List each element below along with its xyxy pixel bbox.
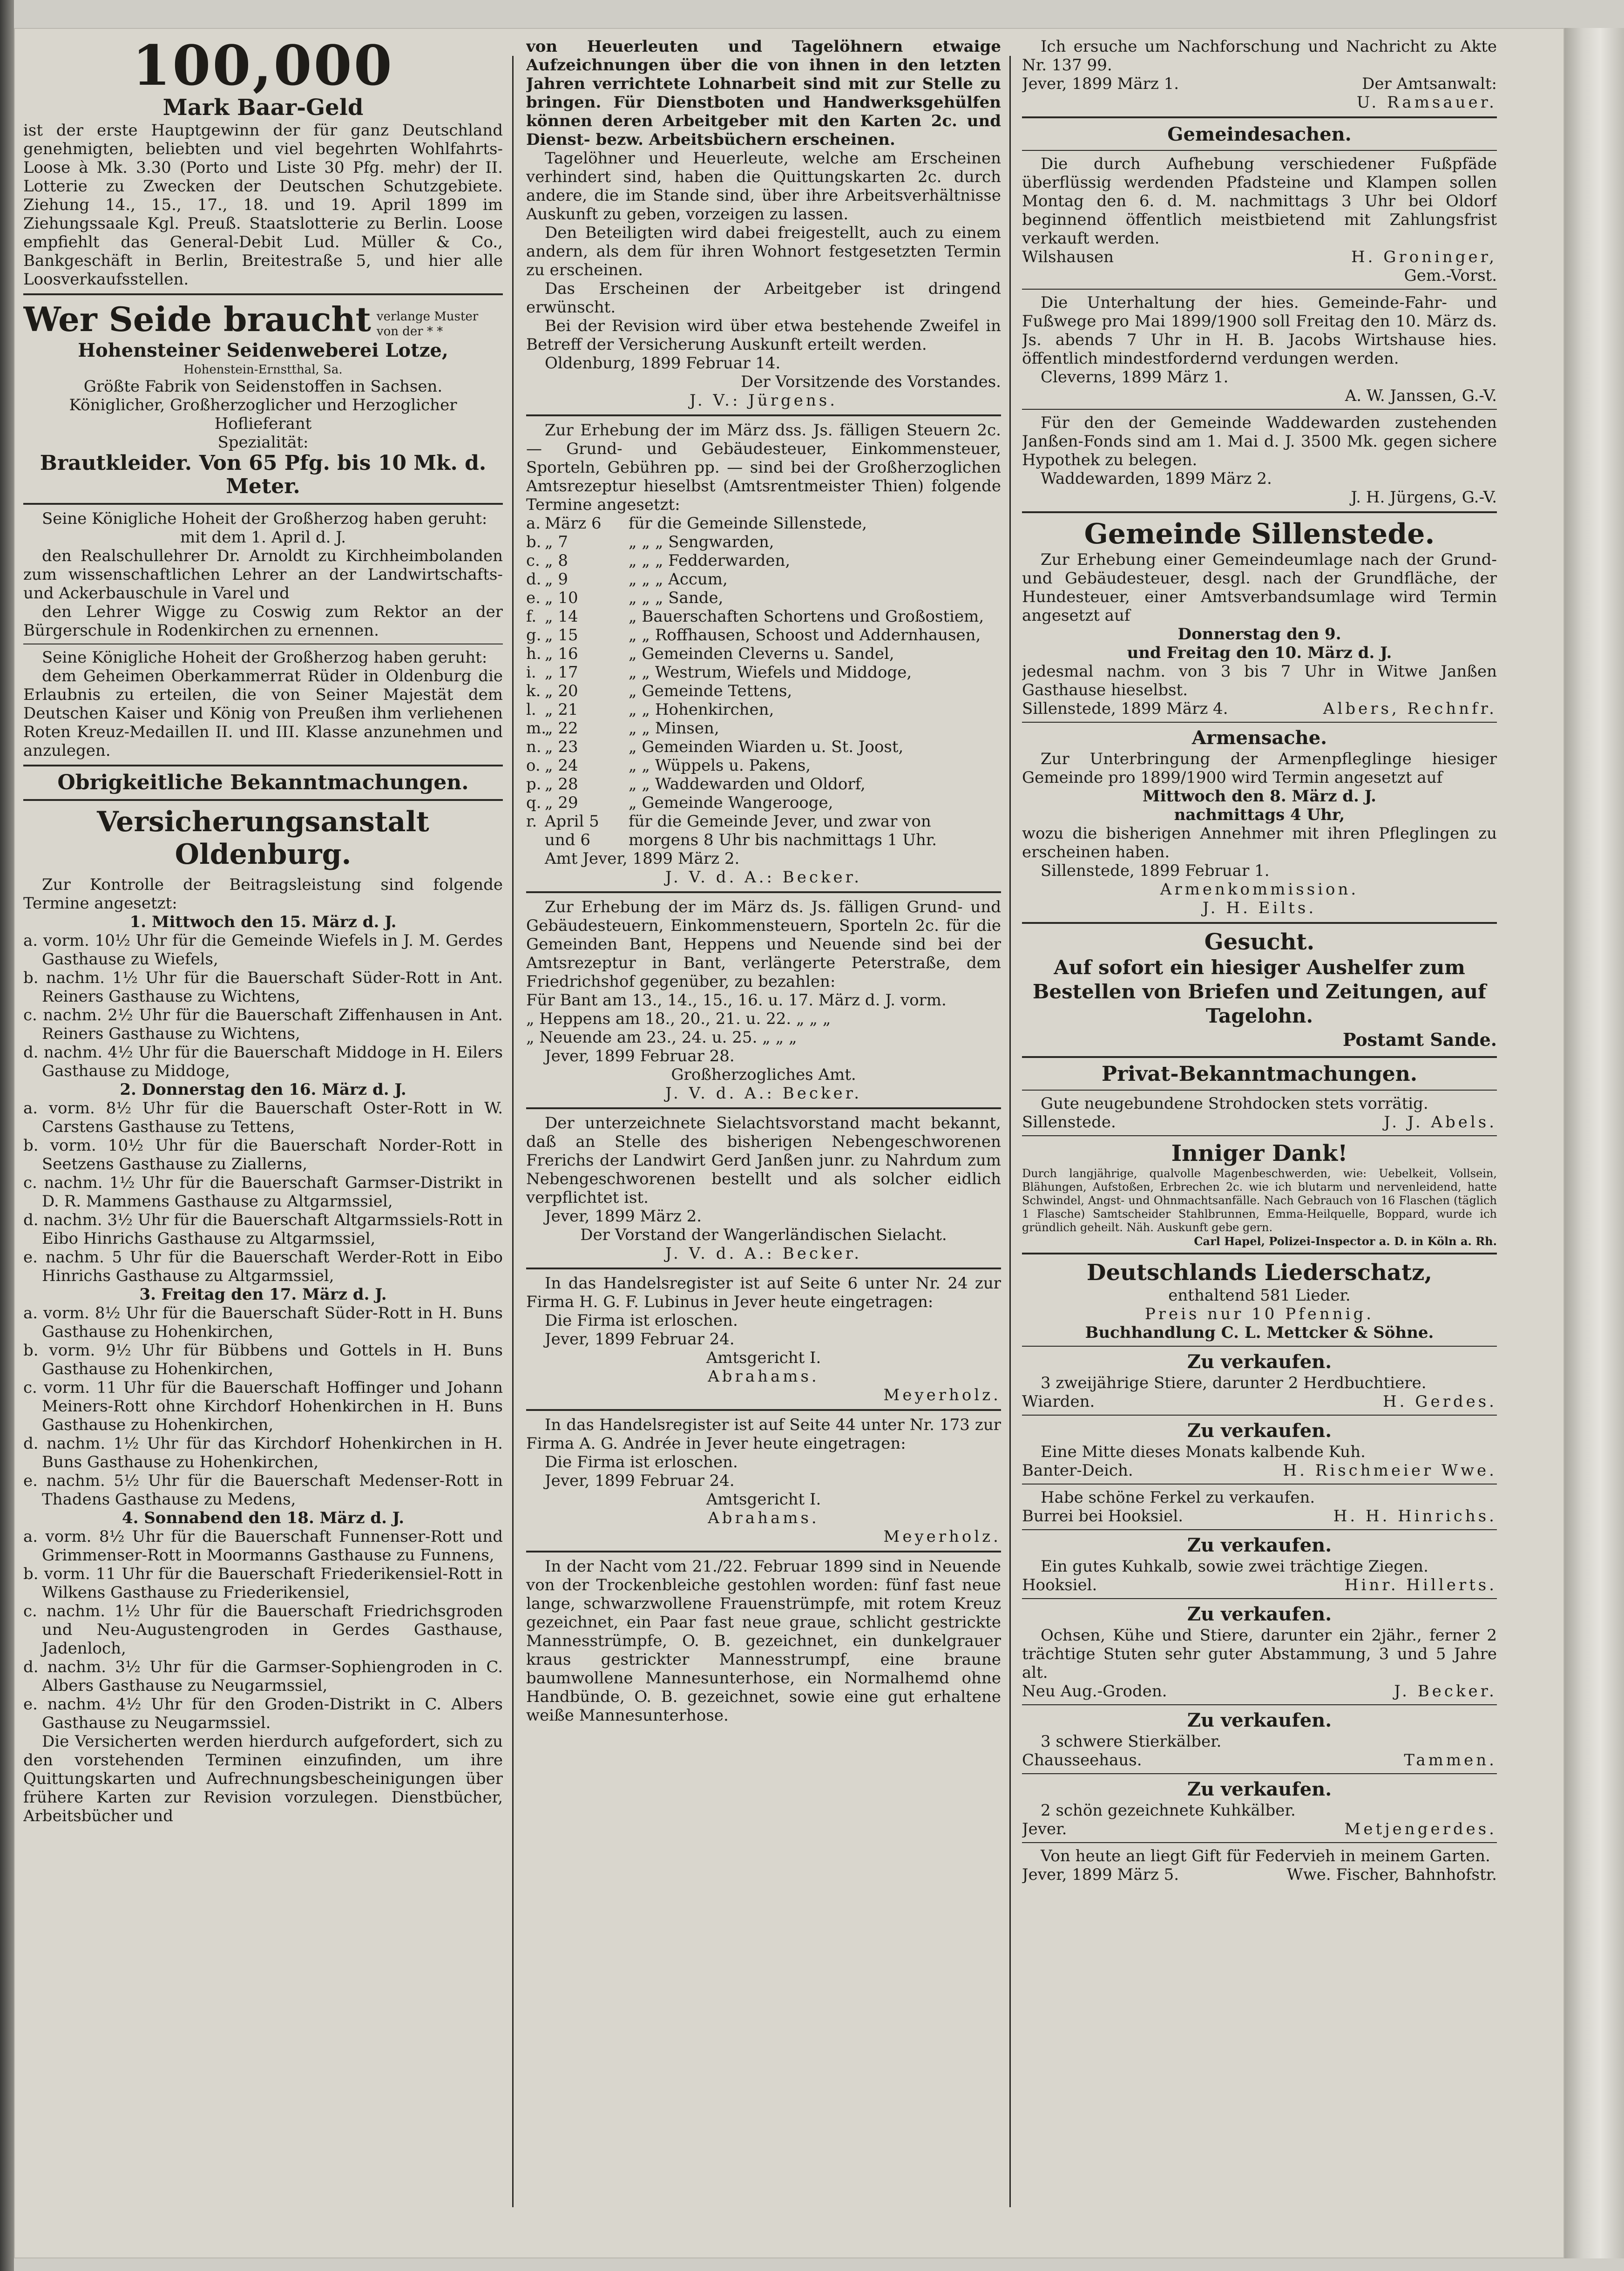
tax-text: „ „ Hohenkirchen, (629, 700, 774, 719)
tax-row (526, 551, 1001, 570)
vers-intro: Zur Kontrolle der Beitragsleistung sind folgende Termine angesetzt: (23, 875, 503, 913)
gem2-date: Cleverns, 1899 März 1. (1041, 368, 1229, 386)
tax-text: „ „ „ Sande, (629, 589, 724, 607)
priv1-place: Sillenstede. (1022, 1113, 1116, 1132)
tax-letter: p. (526, 775, 541, 793)
tax-row (526, 700, 1001, 719)
gift-text: Von heute an liegt Gift für Federvieh in meinem Garten. (1041, 1847, 1490, 1865)
tax-date: „ 22 (545, 719, 578, 738)
armen-sig2: J. H. Eilts. (1202, 899, 1317, 917)
gem1-sig1: H. Groninger, (1351, 248, 1497, 266)
col2-continuation: von Heuerleuten und Tagelöhnern etwaige Aufzeichnungen über die von ihnen in den letzten Jahren verrichtete Lohnarbeit sind mit zur Stelle zu bringen. Für Dienstboten und Handwerksgehülfen können deren Arbeitgeber mit den Karten 2c. und Dienst- bezw. Arbeitsbüchern erscheinen. (526, 37, 1001, 149)
tax-row (526, 663, 1001, 682)
hr2-date: Jever, 1899 Februar 24. (545, 1471, 735, 1490)
tax-text: für die Gemeinde Sillenstede, (629, 514, 867, 533)
tax-date: „ 21 (545, 700, 578, 719)
sale-body: Eine Mitte dieses Monats kalbende Kuh. (1041, 1443, 1366, 1461)
hr1-text: In das Handelsregister ist auf Seite 6 unter Nr. 24 zur Firma H. G. F. Lubinus in Jever heute eingetragen: (526, 1274, 1001, 1311)
tax-text: „ „ Roffhausen, Schoost und Addernhausen, (629, 626, 981, 644)
sill-sig: Albers, Rechnfr. (1323, 699, 1497, 718)
vers-item: a. vorm. 10½ Uhr für die Gemeinde Wiefels in J. M. Gerdes Gasthause zu Wiefels, (23, 931, 503, 969)
siel-text: Der unterzeichnete Sielachtsvorstand macht bekannt, daß an Stelle des bisherigen Nebengeschworenen Frerichs der Landwirt Gerd Janßen junr. zu Nahrdum zum Nebengeschworenen bestellt und als solcher eidlich verpflichtet ist. (526, 1114, 1001, 1207)
bant-sig1: Großherzogliches Amt. (671, 1065, 856, 1084)
tax-date: „ 10 (545, 589, 578, 607)
gem1-sig2: Gem.-Vorst. (1404, 266, 1497, 285)
gift-sig: Wwe. Fischer, Bahnhofstr. (1286, 1865, 1497, 1884)
bant-sig2: J. V. d. A.: Becker. (665, 1084, 862, 1103)
tax-letter: q. (526, 793, 541, 812)
col2-date: Oldenburg, 1899 Februar 14. (545, 354, 781, 373)
vers-item: b. nachm. 1½ Uhr für die Bauerschaft Süder-Rott in Ant. Reiners Gasthause zu Wichtens, (23, 969, 503, 1006)
tax-letter: a. (526, 514, 541, 533)
hr2-sig3: Meyerholz. (883, 1527, 1001, 1546)
armen-sig1: Armenkommission. (1160, 880, 1359, 899)
bant-date: Jever, 1899 Februar 28. (545, 1047, 735, 1065)
column-rule-2 (1009, 56, 1011, 2207)
tax-text: „ Gemeinden Cleverns u. Sandel, (629, 644, 894, 663)
armen-text3: nachmittags 4 Uhr, (1174, 806, 1345, 824)
vers-item: a. vorm. 8½ Uhr für die Bauerschaft Oster-Rott in W. Carstens Gasthause zu Tettens, (23, 1099, 503, 1136)
col2-sig2: J. V.: Jürgens. (689, 391, 838, 410)
sale-signature: H. H. Hinrichs. (1333, 1507, 1497, 1525)
tax-letter: b. (526, 533, 541, 551)
column-1 (23, 37, 503, 2207)
sale-heading: Zu verkaufen. (1187, 1603, 1332, 1625)
gem-heading: Gemeindesachen. (1167, 123, 1352, 145)
vers-list (23, 913, 503, 1732)
sale-heading: Zu verkaufen. (1187, 1778, 1332, 1800)
armen-date: Sillenstede, 1899 Februar 1. (1041, 861, 1270, 880)
hr1-a: Die Firma ist erloschen. (545, 1311, 738, 1330)
lied-heading: Deutschlands Liederschatz, (1086, 1260, 1433, 1286)
seide-line1: Größte Fabrik von Seidenstoffen in Sachsen. (83, 377, 443, 396)
hr2-text: In das Handelsregister ist auf Seite 44 unter Nr. 173 zur Firma A. G. Andrée in Jever heute eingetragen: (526, 1416, 1001, 1453)
tax-date: Amt Jever, 1899 März 2. (545, 849, 740, 868)
sale-place: Neu Aug.-Groden. (1022, 1682, 1167, 1701)
tax-date: März 6 (545, 514, 602, 533)
hr2-sig1: Amtsgericht I. (706, 1490, 821, 1509)
hr2-sig2: Abrahams. (708, 1509, 819, 1527)
seide-header (23, 300, 503, 339)
lottery-amount: 100,000 (132, 37, 394, 98)
tax-letter: n. (526, 738, 541, 756)
tax-text: „ „ Wüppels u. Pakens, (629, 756, 811, 775)
sale-signature: H. Rischmeier Wwe. (1283, 1461, 1497, 1480)
sale-heading: Zu verkaufen. (1187, 1351, 1332, 1373)
vers-title: Versicherungsanstalt Oldenburg. (97, 806, 429, 871)
vers-item: d. nachm. 3½ Uhr für die Garmser-Sophiengroden in C. Albers Gasthause zu Neugarmssiel, (23, 1658, 503, 1695)
vers-item: c. nachm. 1½ Uhr für die Bauerschaft Garmser-Distrikt in D. R. Mammens Gasthause zu Altgarmssiel, (23, 1173, 503, 1211)
tax-sig: J. V. d. A.: Becker. (665, 868, 862, 887)
gesucht-heading: Gesucht. (1204, 929, 1315, 955)
seide-line3: Spezialität: (217, 433, 309, 452)
notice2-p2: dem Geheimen Oberkammerrat Rüder in Oldenburg die Erlaubnis zu erteilen, die von Seiner Majestät dem Deutschen Kaiser und König von Preußen ihm verliehenen Roten Kreuz-Medaillen II. und III. Klasse anzunehmen und anzulegen. (23, 667, 503, 760)
col2-p3: Den Beteiligten wird dabei freigestellt, auch zu einem andern, als dem für ihren Wohnort festgesetzten Termin zu erscheinen. (526, 224, 1001, 279)
tax-letter: i. (526, 663, 536, 682)
gem3-sig: J. H. Jürgens, G.-V. (1351, 488, 1497, 507)
tax-date: „ 20 (545, 682, 578, 700)
tax-letter: f. (526, 607, 537, 626)
sale-place: Hooksiel. (1022, 1576, 1097, 1594)
tax-text: „ Gemeinde Wangerooge, (629, 793, 833, 812)
sale-body: 2 schön gezeichnete Kuhkälber. (1041, 1801, 1296, 1820)
dank-body: Durch langjährige, qualvolle Magenbeschwerden, wie: Uebelkeit, Vollsein, Blähungen, Aufstoßen, Erbrechen 2c. wie ich blutarm und nervenleidend, hatte Schwindel, Angst- und Ohnmachtsanfälle. Nach Gebrauch von 16 Flaschen (täglich 1 Flasche) Samtscheider Stahlbrunnen, Emma-Heilquelle, Boppard, wurde ich gründlich geheilt. Näh. Auskunft gebe gern. (1022, 1167, 1497, 1234)
sales-list (1022, 1346, 1497, 1838)
tax-row (526, 514, 1001, 533)
req-sig1: Der Amtsanwalt: (1362, 75, 1497, 93)
sill-text2: Donnerstag den 9. (1177, 625, 1341, 644)
bant-l3: „ Neuende am 23., 24. u. 25. „ „ „ (526, 1028, 797, 1047)
priv-heading: Privat-Bekanntmachungen. (1101, 1062, 1418, 1086)
tax-letter: h. (526, 644, 541, 663)
tax-text: „ „ Waddewarden und Oldorf, (629, 775, 866, 793)
tax-date: „ 23 (545, 738, 578, 756)
sill-text3: und Freitag den 10. März d. J. (1127, 644, 1392, 662)
sale-signature: H. Gerdes. (1383, 1392, 1497, 1411)
col2-p4: Das Erscheinen der Arbeitgeber ist dringend erwünscht. (526, 279, 1001, 317)
tax-date: „ 24 (545, 756, 578, 775)
tax-letter: o. (526, 756, 541, 775)
vers-item: b. vorm. 11 Uhr für die Bauerschaft Friederikensiel-Rott in Wilkens Gasthause zu Friederikensiel, (23, 1565, 503, 1602)
sale-signature: Tammen. (1404, 1751, 1497, 1769)
col2-sig1: Der Vorsitzende des Vorstandes. (741, 373, 1001, 391)
siel-sig2: J. V. d. A.: Becker. (665, 1244, 862, 1263)
lied-l1: enthaltend 581 Lieder. (1168, 1286, 1351, 1305)
vers-item: d. nachm. 4½ Uhr für die Bauerschaft Middoge in H. Eilers Gasthause zu Middoge, (23, 1043, 503, 1080)
tax-letter: e. (526, 589, 541, 607)
vers-item: a. vorm. 8½ Uhr für die Bauerschaft Funnenser-Rott und Grimmenser-Rott in Moormanns Gasthause zu Funnens, (23, 1527, 503, 1565)
req-sig2: U. Ramsauer. (1356, 93, 1497, 112)
gem3-text: Für den der Gemeinde Waddewarden zustehenden Janßen-Fonds sind am 1. Mai d. J. 3500 Mk. gegen sichere Hypothek zu belegen. (1022, 414, 1497, 469)
sale-signature: Metjengerdes. (1344, 1820, 1497, 1838)
siel-sig1: Der Vorstand der Wangerländischen Sielacht. (580, 1226, 947, 1244)
tax-text: „ Gemeinde Tettens, (629, 682, 792, 700)
seide-firm: Hohensteiner Seidenweberei Lotze, (78, 339, 448, 361)
sale-body: Habe schöne Ferkel zu verkaufen. (1041, 1488, 1315, 1507)
column-rule-1 (512, 56, 514, 2207)
lied-l3: Buchhandlung C. L. Mettcker & Söhne. (1085, 1323, 1434, 1342)
gem3-date: Waddewarden, 1899 März 2. (1041, 469, 1272, 488)
tax-date: „ 15 (545, 626, 578, 644)
tax-letter: g. (526, 626, 541, 644)
vers-item: b. vorm. 9½ Uhr für Bübbens und Gottels in H. Buns Gasthause zu Hohenkirchen, (23, 1341, 503, 1378)
tax-date: „ 7 (545, 533, 568, 551)
seide-line4: Brautkleider. Von 65 Pfg. bis 10 Mk. d. Meter. (40, 451, 487, 498)
tax-text: „ Gemeinden Wiarden u. St. Joost, (629, 738, 904, 756)
vers-item: 1. Mittwoch den 15. März d. J. (129, 913, 397, 931)
notice1-p2: mit dem 1. April d. J. (180, 528, 346, 547)
tax-row (526, 570, 1001, 589)
tax-row (526, 533, 1001, 551)
notice1-p1: Seine Königliche Hoheit der Großherzog haben geruht: (42, 509, 487, 528)
sale-signature: J. Becker. (1394, 1682, 1497, 1701)
theft-text: In der Nacht vom 21./22. Februar 1899 sind in Neuende von der Trockenbleiche gestohlen worden: fünf fast neue lange, schwarzwollene Frauenstrümpfe, mit rotem Kreuz gezeichnet, ein Paar fast neue graue, schlicht gestrickte Mannesstrümpfe, O. B. gezeichnet, ein dunkelgrauer kraus gestrickter Mannesstrumpf, eine braune baumwollene Mannesunterhose, ein Normalhemd ohne Handbünde, O. B. gezeichnet, sowie eine gut erhaltene weiße Mannesunterhose. (526, 1557, 1001, 1725)
tax-date: „ 29 (545, 793, 578, 812)
vers-item: d. nachm. 1½ Uhr für das Kirchdorf Hohenkirchen in H. Buns Gasthause zu Hohenkirchen, (23, 1434, 503, 1471)
tax-text: „ Bauerschaften Schortens und Großostiem, (629, 607, 984, 626)
seide-side: verlange Muster von der * * (376, 310, 479, 339)
notice1-p3: den Realschullehrer Dr. Arnoldt zu Kirchheimbolanden zum wissenschaftlichen Lehrer an der Landwirtschafts- und Ackerbauschule in Varel und (23, 547, 503, 603)
scan-right-edge (1564, 28, 1624, 2258)
tax-text: „ „ „ Sengwarden, (629, 533, 774, 551)
armen-text2: Mittwoch den 8. März d. J. (1143, 787, 1376, 806)
tax-row (526, 626, 1001, 644)
gem2-sig: A. W. Janssen, G.-V. (1345, 386, 1497, 405)
vers-item: 2. Donnerstag den 16. März d. J. (120, 1080, 406, 1099)
tax-date: „ 28 (545, 775, 578, 793)
tax-date: „ 9 (545, 570, 568, 589)
vers-item: e. nachm. 5½ Uhr für die Bauerschaft Medenser-Rott in Thadens Gasthause zu Medens, (23, 1471, 503, 1509)
req-text: Ich ersuche um Nachforschung und Nachricht zu Akte Nr. 137 99. (1022, 37, 1497, 75)
sale-place: Burrei bei Hooksiel. (1022, 1507, 1184, 1525)
hr1-sig2: Abrahams. (708, 1367, 819, 1386)
tax-letter: r. (526, 812, 537, 831)
sale-body: Ochsen, Kühe und Stiere, darunter ein 2jähr., ferner 2 trächtige Stuten sehr guter Abstammung, 3 und 5 Jahre alt. (1022, 1626, 1497, 1682)
siel-date: Jever, 1899 März 2. (545, 1207, 702, 1226)
tax-letter: l. (526, 700, 536, 719)
vers-item: e. nachm. 5 Uhr für die Bauerschaft Werder-Rott in Eibo Hinrichs Gasthause zu Altgarmssiel, (23, 1248, 503, 1285)
bant-l1: Für Bant am 13., 14., 15., 16. u. 17. März d. J. vorm. (526, 991, 947, 1010)
vers-item: c. nachm. 2½ Uhr für die Bauerschaft Ziffenhausen in Ant. Reiners Gasthause zu Wichtens, (23, 1006, 503, 1043)
tax-date: „ 16 (545, 644, 578, 663)
tax-row (526, 589, 1001, 607)
tax-row (526, 644, 1001, 663)
vers-item: c. vorm. 11 Uhr für die Bauerschaft Hoffinger und Johann Meiners-Rott ohne Kirchdorf Hohenkirchen in H. Buns Gasthause zu Hohenkirchen, (23, 1378, 503, 1434)
notice1-p4: den Lehrer Wigge zu Coswig zum Rektor an der Bürgerschule in Rodenkirchen zu ernennen. (23, 603, 503, 640)
vers-item: d. nachm. 3½ Uhr für die Bauerschaft Altgarmssiels-Rott in Eibo Hinrichs Gasthause zu Altgarmssiel, (23, 1211, 503, 1248)
tax-letter: c. (526, 551, 540, 570)
tax-row (526, 793, 1001, 812)
tax-date: „ 8 (545, 551, 568, 570)
vers-item: e. nachm. 4½ Uhr für den Groden-Distrikt in C. Albers Gasthause zu Neugarmssiel. (23, 1695, 503, 1732)
dank-heading: Inniger Dank! (1171, 1140, 1348, 1166)
hr2-a: Die Firma ist erloschen. (545, 1453, 738, 1471)
tax-row (526, 756, 1001, 775)
tax-intro: Zur Erhebung der im März dss. Js. fälligen Steuern 2c. — Grund- und Gebäudesteuer, Einkommensteuer, Sporteln, Gebühren pp. — sind bei der Großherzoglichen Amtsrezeptur hieselbst (Amtsrentmeister Thien) folgende Termine angesetzt: (526, 421, 1001, 514)
gem2-text: Die Unterhaltung der hies. Gemeinde-Fahr- und Fußwege pro Mai 1899/1900 soll Freitag den 10. März ds. Js. abends 7 Uhr in H. B. Jacobs Wirtshause hies. öffentlich mindestfordernd verdungen werden. (1022, 293, 1497, 368)
vers-item: 4. Sonnabend den 18. März d. J. (122, 1509, 405, 1527)
sale-place: Wiarden. (1022, 1392, 1095, 1411)
tax-row (526, 719, 1001, 738)
sill-heading: Gemeinde Sillenstede. (1084, 518, 1435, 550)
sale-heading: Zu verkaufen. (1187, 1709, 1332, 1731)
tax-row (526, 682, 1001, 700)
tax-text: „ „ „ Accum, (629, 570, 728, 589)
tax-text: „ „ Minsen, (629, 719, 719, 738)
sill-text4: jedesmal nachm. von 3 bis 7 Uhr in Witwe Janßen Gasthause hieselbst. (1022, 662, 1497, 699)
tax-text: für die Gemeinde Jever, und zwar von morgens 8 Uhr bis nachmittags 1 Uhr. (629, 812, 937, 849)
tax-letter: d. (526, 570, 541, 589)
tax-letter: m. (526, 719, 547, 738)
sill-date: Sillenstede, 1899 März 4. (1022, 699, 1228, 718)
priv1-sig: J. J. Abels. (1384, 1113, 1497, 1132)
priv1-text: Gute neugebundene Strohdocken stets vorrätig. (1041, 1094, 1428, 1113)
sale-signature: Hinr. Hillerts. (1344, 1576, 1497, 1594)
column-2 (526, 37, 1001, 2198)
sale-place: Banter-Deich. (1022, 1461, 1133, 1480)
gem1-place: Wilshausen (1022, 248, 1114, 266)
bant-intro: Zur Erhebung der im März ds. Js. fälligen Grund- und Gebäudesteuern, Einkommensteuern, Sporteln 2c. für die Gemeinden Bant, Heppens und Neuende sind bei der Amtsrezeptur in Bant, verlängerte Peterstraße, dem Friedrichshof gegenüber, zu bezahlen: (526, 898, 1001, 991)
tax-row (526, 812, 1001, 849)
dank-sig: Carl Hapel, Polizei-Inspector a. D. in Köln a. Rh. (1194, 1234, 1497, 1248)
hr1-date: Jever, 1899 Februar 24. (545, 1330, 735, 1349)
tax-date: „ 14 (545, 607, 578, 626)
scan-left-edge (0, 0, 14, 2271)
sale-place: Jever. (1022, 1820, 1067, 1838)
col2-p5: Bei der Revision wird über etwa bestehende Zweifel in Betreff der Versicherung Auskunft erteilt werden. (526, 317, 1001, 354)
tax-text: „ „ „ Fedderwarden, (629, 551, 791, 570)
armen-text1: Zur Unterbringung der Armenpfleglinge hiesiger Gemeinde pro 1899/1900 wird Termin angesetzt auf (1022, 750, 1497, 787)
gesucht-body: Auf sofort ein hiesiger Aushelfer zum Bestellen von Briefen und Zeitungen, auf Tagelohn. (1032, 956, 1487, 1027)
vers-item: a. vorm. 8½ Uhr für die Bauerschaft Süder-Rott in H. Buns Gasthause zu Hohenkirchen, (23, 1304, 503, 1341)
tax-date: April 5 und 6 (545, 812, 599, 849)
armen-heading: Armensache. (1191, 727, 1327, 749)
tax-row (526, 738, 1001, 756)
bant-l2: „ Heppens am 18., 20., 21. u. 22. „ „ „ (526, 1010, 831, 1028)
column-3 (1022, 37, 1497, 2198)
sale-heading: Zu verkaufen. (1187, 1420, 1332, 1442)
vers-item: c. nachm. 1½ Uhr für die Bauerschaft Friedrichsgroden und Neu-Augustengroden in Gerdes Gasthause, Jadenloch, (23, 1602, 503, 1658)
tax-letter: k. (526, 682, 541, 700)
hr1-sig1: Amtsgericht I. (706, 1349, 821, 1367)
vers-item: 3. Freitag den 17. März d. J. (139, 1285, 387, 1304)
tax-date: „ 17 (545, 663, 578, 682)
sale-body: Ein gutes Kuhkalb, sowie zwei trächtige Ziegen. (1041, 1557, 1428, 1576)
armen-text4: wozu die bisherigen Annehmer mit ihren Pfleglingen zu erscheinen haben. (1022, 824, 1497, 861)
gift-date: Jever, 1899 März 5. (1022, 1865, 1179, 1884)
notice2-p1: Seine Königliche Hoheit der Großherzog haben geruht: (42, 648, 487, 667)
seide-line2: Königlicher, Großherzoglicher und Herzoglicher Hoflieferant (69, 396, 457, 433)
lottery-text: ist der erste Hauptgewinn der für ganz Deutschland genehmigten, beliebten und viel begehrten Wohlfahrts-Loose à Mk. 3.30 (Porto und Liste 30 Pfg. mehr) der II. Lotterie zu Zwecken der Deutschen Schutzgebiete. Ziehung 14., 15., 17., 18. und 19. April 1899 im Ziehungssaale Kgl. Preuß. Staatslotterie zu Berlin. Loose empfiehlt das General-Debit Lud. Müller & Co., Bankgeschäft in Berlin, Breitestraße 5, und hier alle Loosverkaufsstellen. (23, 121, 503, 289)
req-date: Jever, 1899 März 1. (1022, 75, 1179, 93)
sale-place: Chausseehaus. (1022, 1751, 1142, 1769)
gem1-text: Die durch Aufhebung verschiedener Fußpfäde überflüssig werdenden Pfadsteine und Klampen sollen Montag den 6. d. M. nachmittags 3 Uhr bei Oldorf beginnend öffentlich meistbietend mit Zahlungsfrist verkauft werden. (1022, 155, 1497, 248)
seide-place: Hohenstein-Ernstthal, Sa. (183, 363, 343, 377)
col2-p2: Tagelöhner und Heuerleute, welche am Erscheinen verhindert sind, haben die Quittungskarten 2c. durch andere, die im Stande sind, über ihre Arbeitsverhältnisse Auskunft zu geben, vorzeigen zu lassen. (526, 149, 1001, 224)
lied-l2: Preis nur 10 Pfennig. (1144, 1305, 1374, 1323)
obrig-heading: Obrigkeitliche Bekanntmachungen. (57, 771, 469, 794)
sale-body: 3 zweijährige Stiere, darunter 2 Herdbuchtiere. (1041, 1374, 1427, 1392)
sale-heading: Zu verkaufen. (1187, 1534, 1332, 1556)
tax-row (526, 775, 1001, 793)
gesucht-sig: Postamt Sande. (1342, 1029, 1497, 1050)
sale-body: 3 schwere Stierkälber. (1041, 1732, 1222, 1751)
tax-list (526, 514, 1001, 849)
vers-item: b. vorm. 10½ Uhr für die Bauerschaft Norder-Rott in Seetzens Gasthause zu Ziallerns, (23, 1136, 503, 1173)
tax-text: „ „ Westrum, Wiefels und Middoge, (629, 663, 912, 682)
sill-text1: Zur Erhebung einer Gemeindeumlage nach der Grund- und Gebäudesteuer, desgl. nach der Grundfläche, der Hundesteuer, einer Amtsverbandsumlage wird Termin angesetzt auf (1022, 550, 1497, 625)
tax-row (526, 607, 1001, 626)
vers-end: Die Versicherten werden hierdurch aufgefordert, sich zu den vorstehenden Terminen einzufinden, um ihre Quittungskarten und Aufrechnungsbescheinigungen über frühere Karten zur Revision vorzulegen. Dienstbücher, Arbeitsbücher und (23, 1732, 503, 1825)
hr1-sig3: Meyerholz. (883, 1386, 1001, 1404)
lottery-subtitle: Mark Baar-Geld (162, 95, 364, 121)
seide-headline: Wer Seide braucht (23, 299, 371, 339)
